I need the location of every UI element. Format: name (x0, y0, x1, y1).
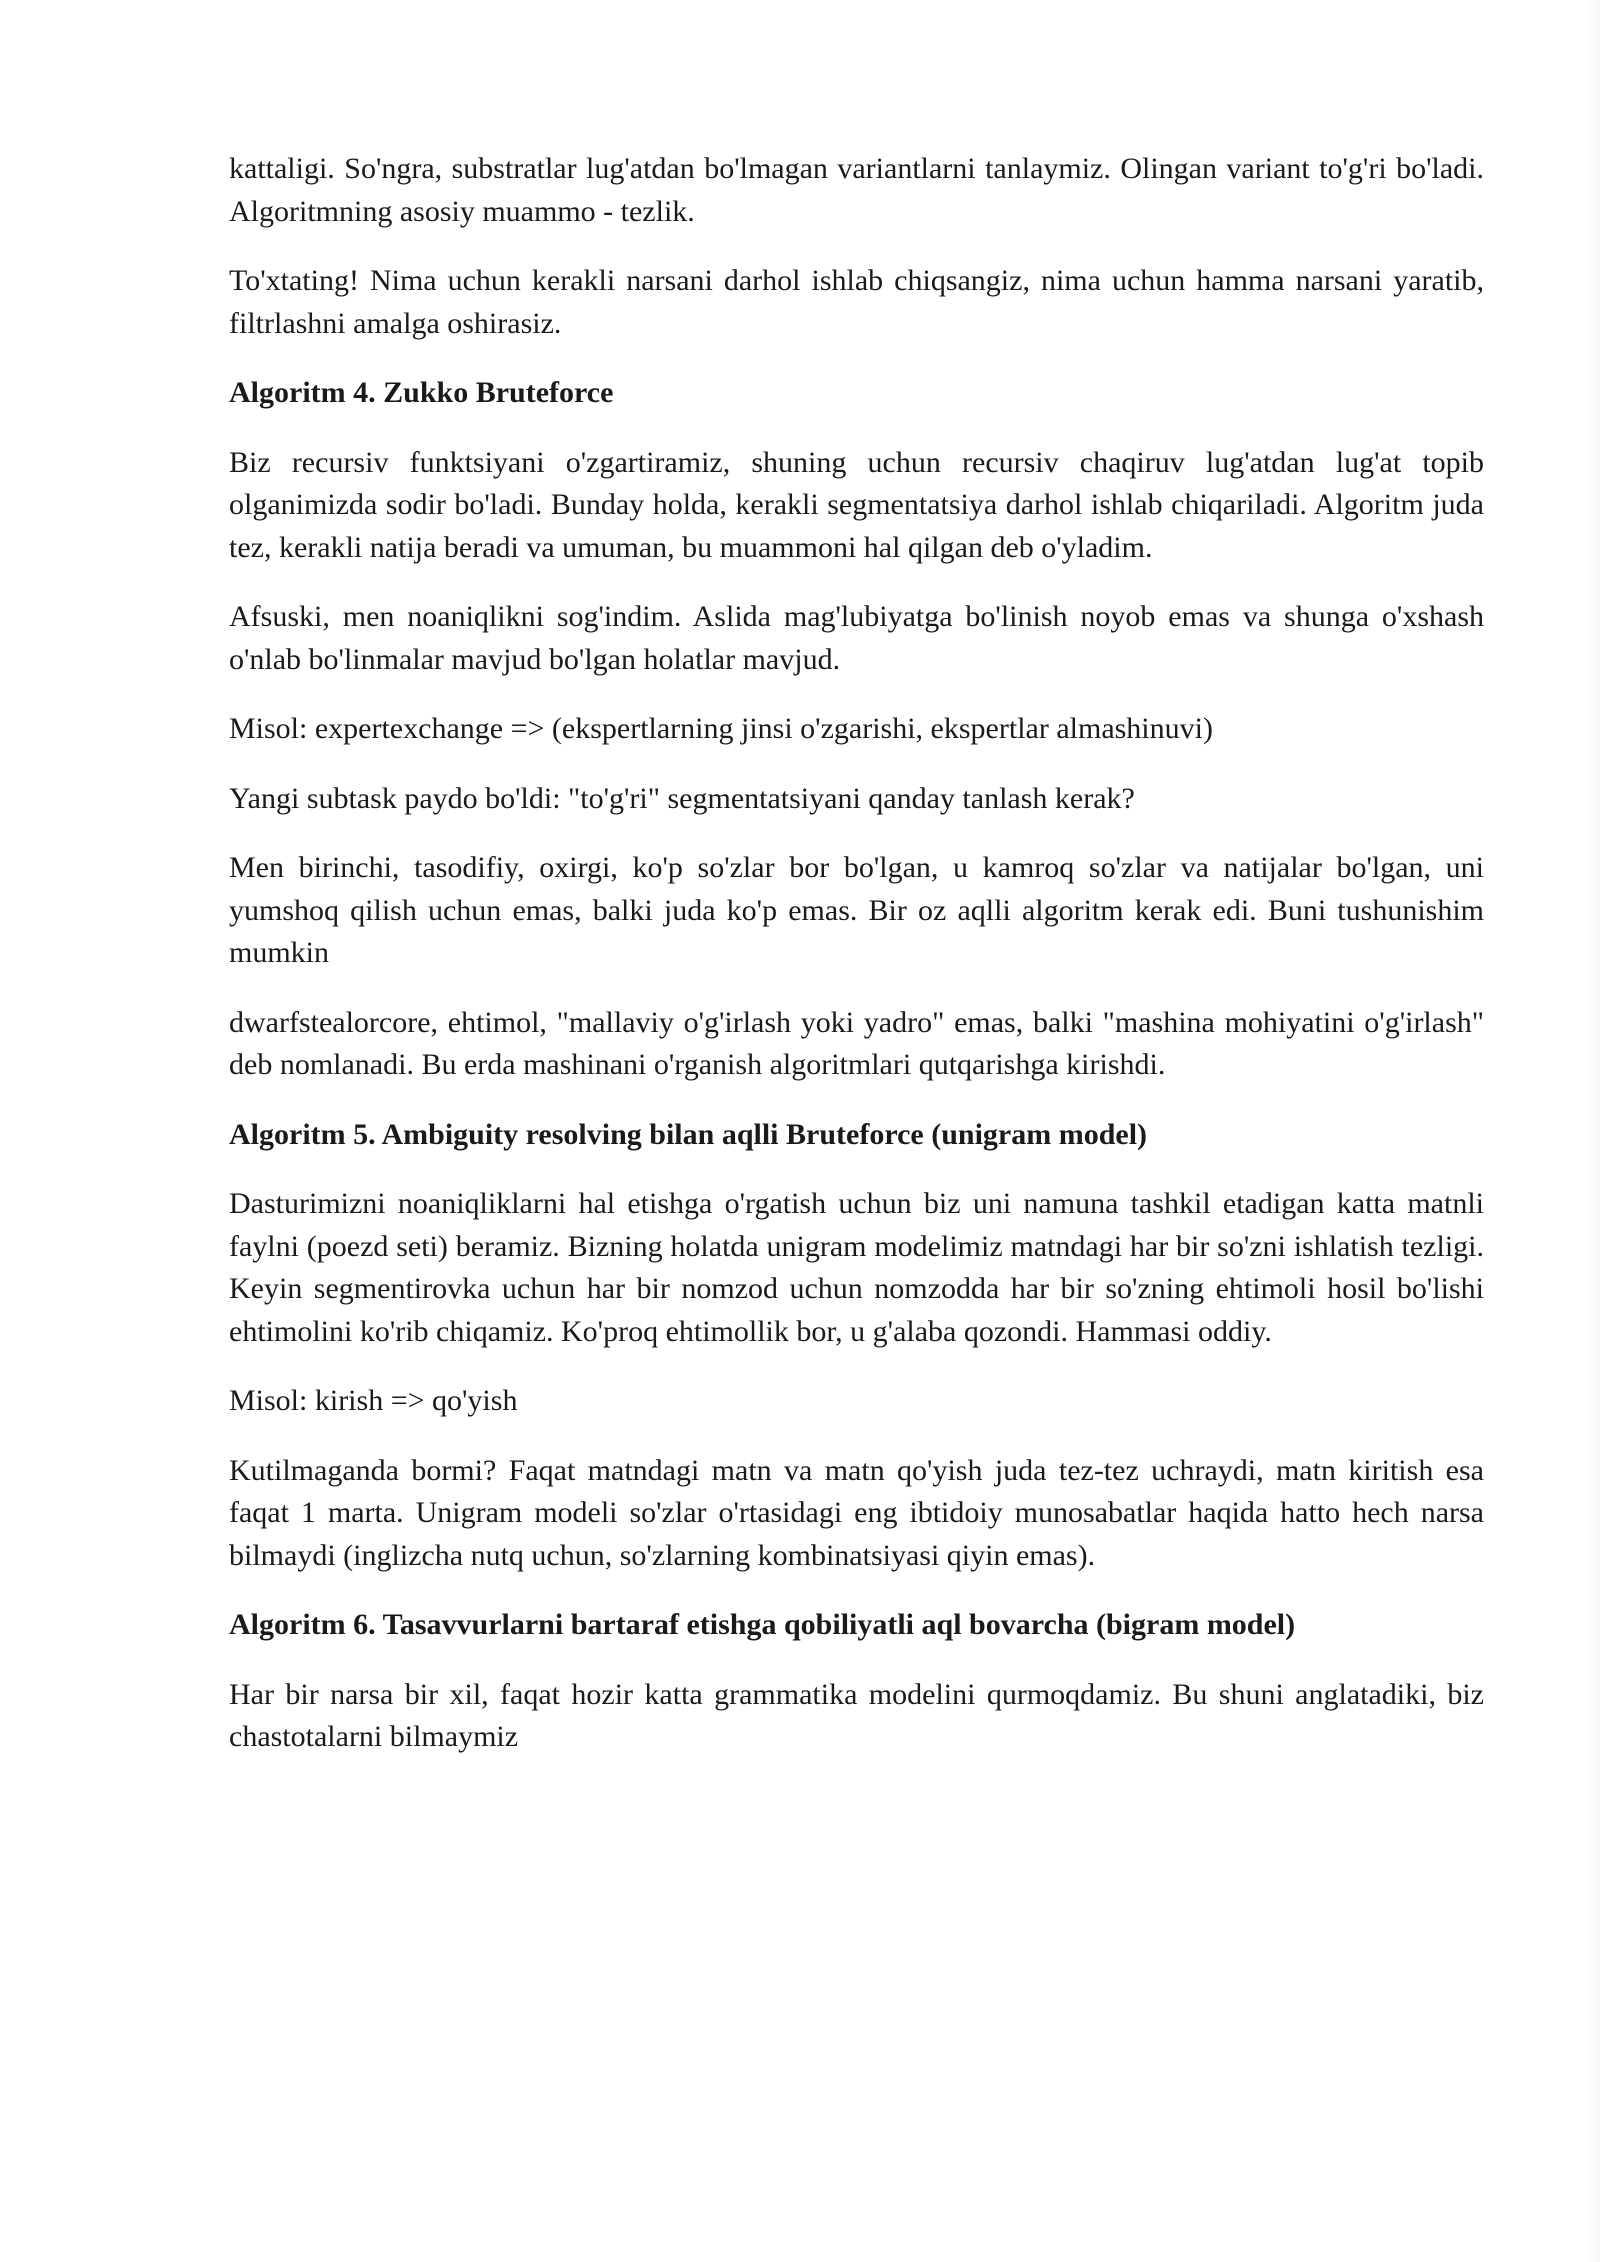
paragraph-dwarfstealorcore: dwarfstealorcore, ehtimol, "mallaviy o'g'irlash yoki yadro" emas, balki "mashina mohiyatini o'g'irlash" deb nomlanadi. Bu erda mashinani o'rganish algoritmlari qutqarishga kirishdi. (229, 1005, 1484, 1081)
page-edge-shadow (1586, 0, 1600, 2262)
paragraph-har-bir-narsa: Har bir narsa bir xil, faqat hozir katta grammatika modelini qurmoqdamiz. Bu shuni anglatadiki, biz chastotalarni bilmaymiz (229, 1677, 1484, 1753)
paragraph-misol-expertexchange: Misol: expertexchange => (ekspertlarning jinsi o'zgarishi, ekspertlar almashinuvi) (229, 712, 1213, 745)
paragraph-toxtating: To'xtating! Nima uchun kerakli narsani darhol ishlab chiqsangiz, nima uchun hamma narsani yaratib, filtrlashni amalga oshirasiz. (229, 264, 1484, 340)
heading-algoritm-4: Algoritm 4. Zukko Bruteforce (229, 376, 614, 409)
paragraph-misol-kirish: Misol: kirish => qo'yish (229, 1384, 518, 1417)
paragraph-afsuski: Afsuski, men noaniqlikni sog'indim. Aslida mag'lubiyatga bo'linish noyob emas va shunga o'xshash o'nlab bo'linmalar mavjud bo'lgan holatlar mavjud. (229, 600, 1484, 676)
paragraph-kattaligi: kattaligi. So'ngra, substratlar lug'atdan bo'lmagan variantlarni tanlaymiz. Olingan variant to'g'ri bo'ladi. Algoritmning asosiy muammo - tezlik. (229, 152, 1484, 228)
heading-algoritm-6: Algoritm 6. Tasavvurlarni bartaraf etishga qobiliyatli aql bovarcha (bigram model) (229, 1608, 1296, 1641)
heading-algoritm-5: Algoritm 5. Ambiguity resolving bilan aqlli Bruteforce (unigram model) (229, 1117, 1148, 1151)
paragraph-recursiv: Biz recursiv funktsiyani o'zgartiramiz, shuning uchun recursiv chaqiruv lug'atdan lug'at topib olganimizda sodir bo'ladi. Bunday holda, kerakli segmentatsiya darhol ishlab chiqariladi. Algoritm juda tez, kerakli natija beradi va umuman, bu muammoni hal qilgan deb o'yladim. (229, 445, 1484, 564)
paragraph-men-birinchi: Men birinchi, tasodifiy, oxirgi, ko'p so'zlar bor bo'lgan, u kamroq so'zlar va natijalar bo'lgan, uni yumshoq qilish uchun emas, balki juda ko'p emas. Bir oz aqlli algoritm kerak edi. Buni tushunishim mumkin (229, 851, 1484, 969)
paragraph-kutilmaganda: Kutilmaganda bormi? Faqat matndagi matn va matn qo'yish juda tez-tez uchraydi, matn kiritish esa faqat 1 marta. Unigram modeli so'zlar o'rtasidagi eng ibtidoiy munosabatlar haqida hatto hech narsa bilmaydi (inglizcha nutq uchun, so'zlarning kombinatsiyasi qiyin emas). (229, 1453, 1484, 1572)
paragraph-dasturimizni: Dasturimizni noaniqliklarni hal etishga o'rgatish uchun biz uni namuna tashkil etadigan katta matnli faylni (poezd seti) beramiz. Bizning holatda unigram modelimiz matndagi har bir so'zni ishlatish tezligi. Keyin segmentirovka uchun har bir nomzod uchun nomzodda har bir so'zning ehtimoli hosil bo'lishi ehtimolini ko'rib chiqamiz. Ko'proq ehtimollik bor, u g'alaba qozondi. Hammasi oddiy. (229, 1187, 1484, 1348)
paragraph-yangi-subtask: Yangi subtask paydo bo'ldi: "to'g'ri" segmentatsiyani qanday tanlash kerak? (229, 781, 1135, 815)
document-body (229, 148, 1484, 1786)
